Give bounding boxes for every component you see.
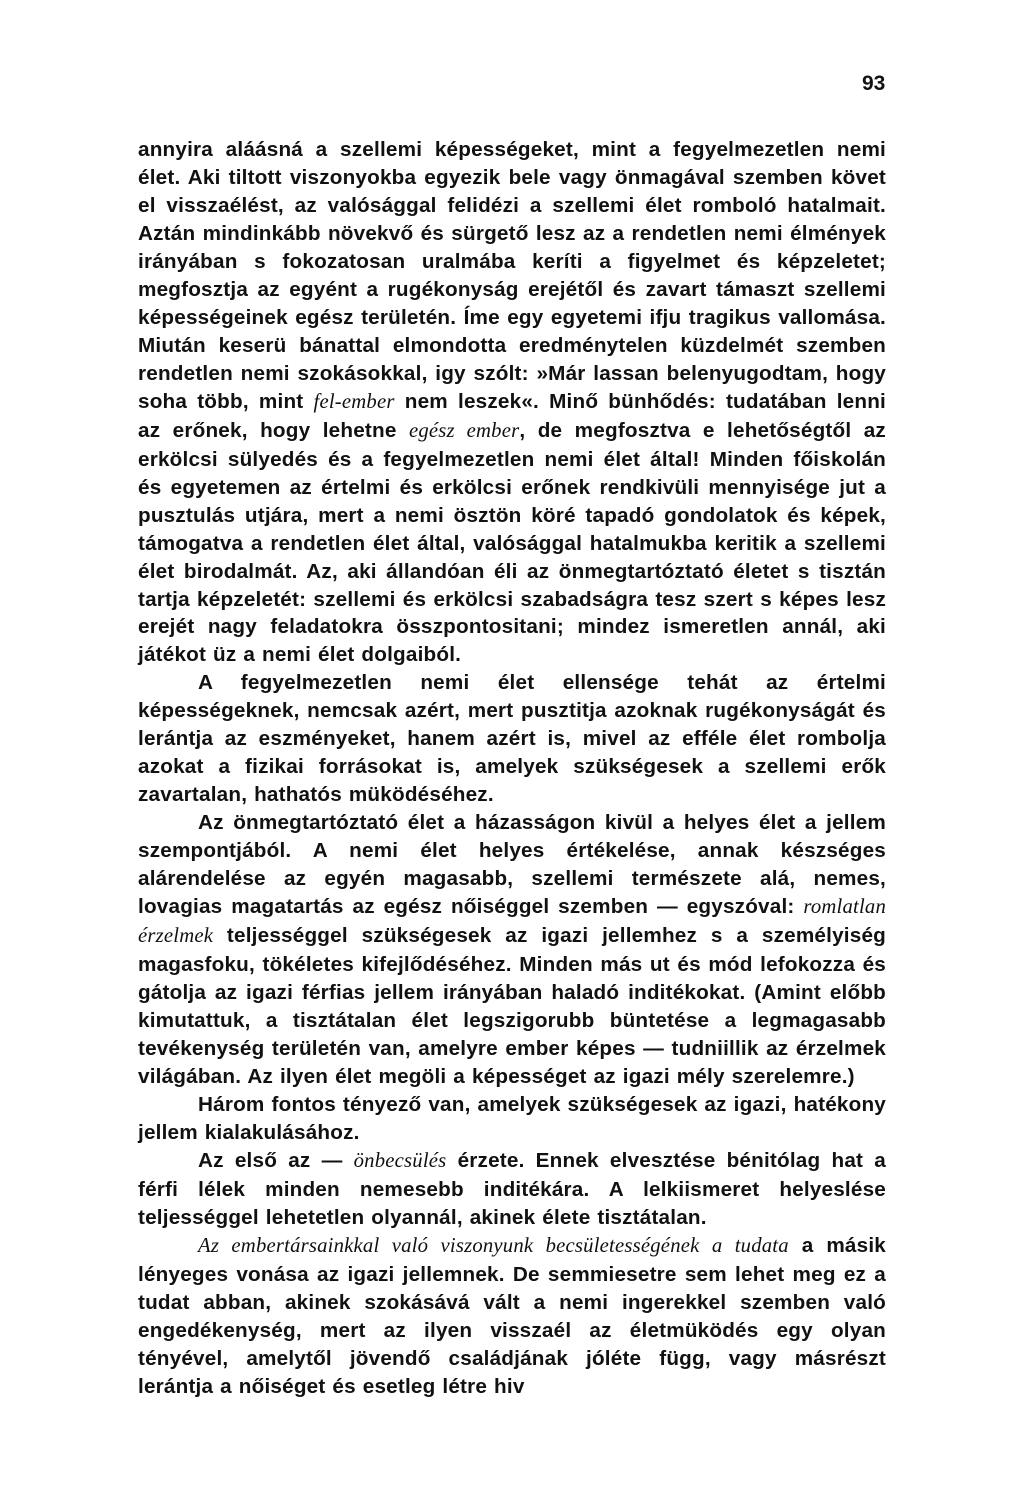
text-segment: teljességgel szükségesek az igazi jellemhez s a személyiség magasfoku, tökéletes kifejlődéséhez. Minden más ut és mód lefokozza és gátolja az igazi férfias jellem irányában haladó inditékokat. (Amint előbb kimutattuk, a tisztátalan élet legszigorubb büntetése a legmagasabb tevékenység területén van, amelyre ember képes — tudniillik az érzelmek világában. Az ilyen élet megöli a képességet az igazi mély szerelemre.): [138, 924, 886, 1088]
text-segment: A fegyelmezetlen nemi élet ellensége tehát az értelmi képességeknek, nemcsak azért, mert pusztitja azoknak rugékonyságát és lerántja az eszményeket, hanem azért is, mivel az efféle élet rombolja azokat a fizikai forrásokat is, amelyek szükségesek a szellemi erők zavartalan, hathatós müködéséhez.: [138, 671, 886, 807]
text-segment: Az önmegtartóztató élet a házasságon kivül a helyes élet a jellem szempontjából. A nemi élet helyes értékelése, annak készséges alárendelése az egyén magasabb, szellemi természete alá, nemes, lovagias magatartás az egész nőiséggel szemben — egyszóval:: [138, 811, 886, 919]
text-segment: Három fontos tényező van, amelyek szükségesek az igazi, hatékony jellem kialakulásához.: [138, 1092, 886, 1144]
page-number: 93: [862, 72, 886, 95]
body-text: [138, 136, 886, 1401]
paragraph: [138, 809, 886, 1091]
paragraph: [138, 1147, 886, 1232]
text-segment: Az első az —: [198, 1148, 354, 1172]
text-segment: érzete. Ennek elvesztése bénitólag hat a férfi lélek minden nemesebb inditékára. A lelkiismeret helyeslése teljességgel lehetetlen olyannál, akinek élete tisztátalan.: [138, 1148, 886, 1229]
paragraph: [138, 669, 886, 809]
paragraph: [138, 1232, 886, 1401]
text-segment: a másik lényeges vonása az igazi jellemnek. De semmiesetre sem lehet meg ez a tudat abban, akinek szokásává vált a nemi ingerekkel szemben való engedékenység, mert az ilyen visszaél az életmüködés egy olyan tényével, amelytől jövendő családjának jóléte függ, vagy másrészt lerántja a nőiséget és esetleg létre hiv: [138, 1233, 886, 1398]
text-segment: , de megfosztva e lehetőségtől az erkölcsi sülyedés és a fegyelmezetlen nemi élet által! Minden főiskolán és egyetemen az értelmi és erkölcsi erőnek rendkivüli mennyisége jut a pusztulás utjára, mert a nemi ösztön köré tapadó gondolatok és képek, támogatva a rendetlen élet által, valósággal hatalmukba keritik a szellemi élet birodalmát. Az, aki állandóan éli az önmegtartóztató életet s tisztán tartja képzeletét: szellemi és erkölcsi szabadságra tesz szert s képes lesz erejét nagy feladatokra összpontositani; mindez ismeretlen annál, aki játékot üz a nemi élet dolgaiból.: [138, 418, 886, 667]
paragraph: [138, 136, 886, 669]
text-segment: annyira aláásná a szellemi képességeket, mint a fegyelmezetlen nemi élet. Aki tiltott viszonyokba egyezik bele vagy önmagával szemben követ el visszaélést, az valósággal felidézi a szellemi élet romboló hatalmait. Aztán mindinkább növekvő és sürgető lesz az a rendetlen nemi élmények irányában s fokozatosan uralmába keríti a figyelmet és képzeletet; megfosztja az egyént a rugékonyság erejétől és zavart támaszt szellemi képességeinek egész területén. Íme egy egyetemi ifju tragikus vallomása. Miután keserü bánattal elmondotta eredménytelen küzdelmét szemben rendetlen nemi szokásokkal, igy szólt: »Már lassan belenyugodtam, hogy soha több, mint: [138, 138, 886, 413]
italic-segment: egész ember: [408, 419, 520, 442]
italic-segment: önbecsülés: [353, 1149, 447, 1172]
italic-segment: Az embertársainkkal való viszonyunk becsületességének a tudata: [198, 1234, 789, 1257]
paragraph: [138, 1091, 886, 1147]
italic-segment: fel-ember: [313, 390, 395, 413]
italic-segment: romlatlan érzelmek: [138, 896, 886, 948]
text-segment: nem leszek«. Minő bünhődés: tudatában lenni az erőnek, hogy lehetne: [138, 389, 886, 442]
